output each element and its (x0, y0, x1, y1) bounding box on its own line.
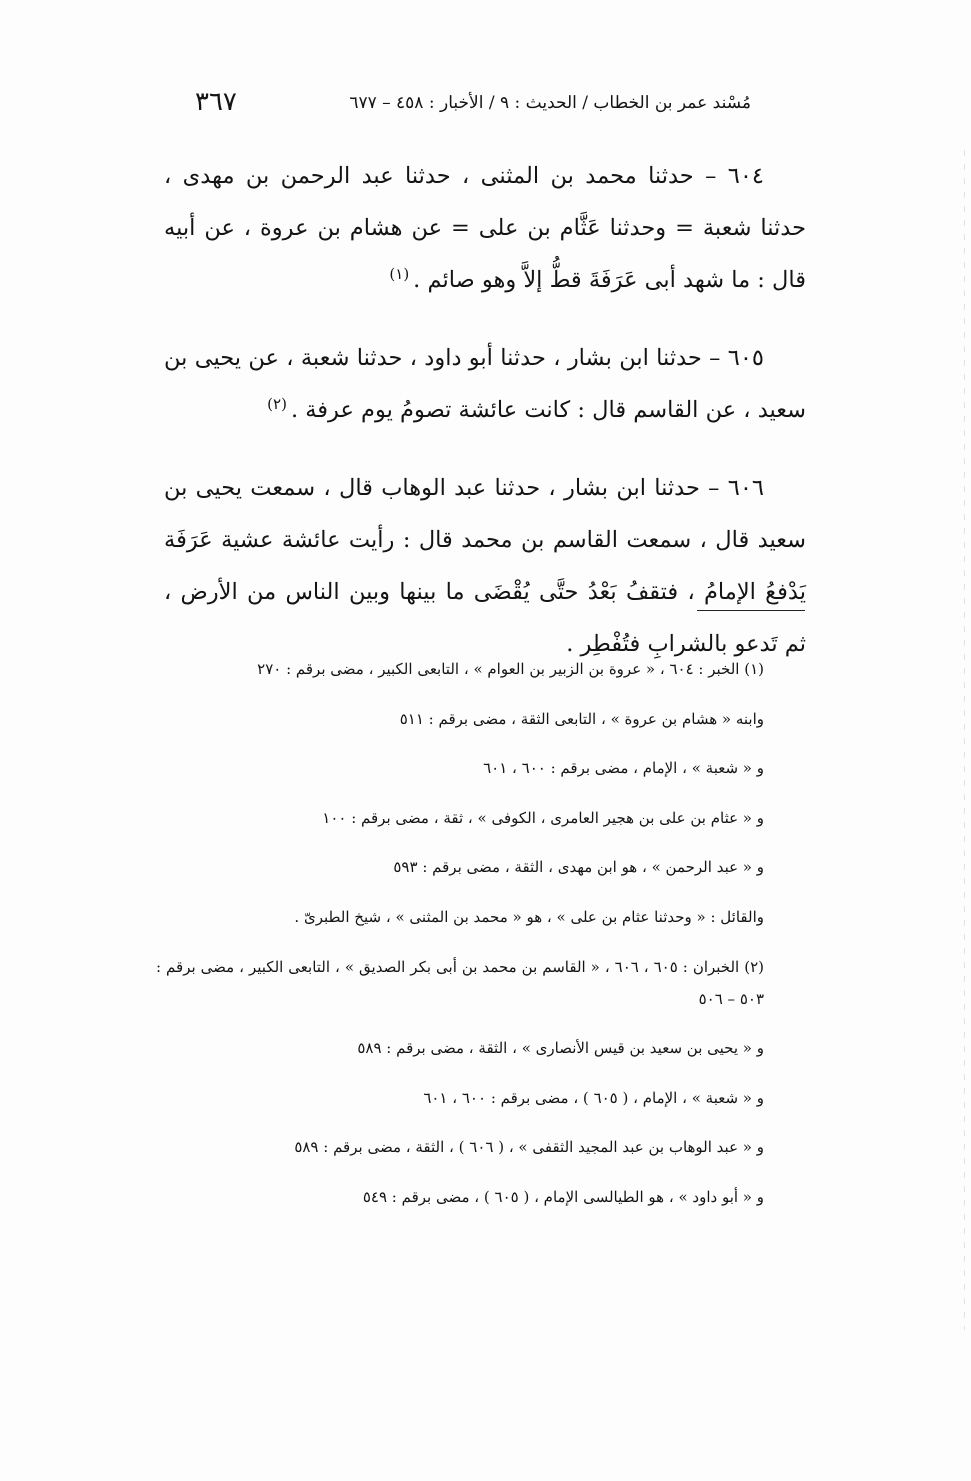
page-header (195, 84, 751, 120)
footnote-reference: (١) (389, 264, 410, 283)
footnote-line: (٢) الخبران : ٦٠٥ ، ٦٠٦ ، « القاسم بن محمد بن أبى بكر الصديق » ، التابعى الكبير ، مضى برقم : ٥٠٣ – ٥٠٦ (156, 958, 764, 1008)
footnote-line: (١) الخبر : ٦٠٤ ، « عروة بن الزبير بن العوام » ، التابعى الكبير ، مضى برقم : ٢٧٠ (257, 660, 764, 678)
hadith-604 (164, 150, 806, 306)
footnote-line: و « أبو داود » ، هو الطيالسى الإمام ، ( ٦٠٥ ) ، مضى برقم : ٥٤٩ (362, 1187, 764, 1206)
hadith-605 (164, 332, 806, 436)
running-title: مُسْند عمر بن الخطاب / الحديث : ٩ / الأخبار : ٤٥٨ – ٦٧٧ (349, 93, 751, 113)
footnote-line: و « شعبة » ، الإمام ، ( ٦٠٥ ) ، مضى برقم : ٦٠٠ ، ٦٠١ (423, 1088, 764, 1107)
footnote-line: و « شعبة » ، الإمام ، مضى برقم : ٦٠٠ ، ٦٠١ (483, 759, 764, 777)
footnote-line: وابنه « هشام بن عروة » ، التابعى الثقة ، مضى برقم : ٥١١ (399, 709, 764, 728)
footnote-line: و « عثام بن على بن هجير العامرى ، الكوفى » ، ثقة ، مضى برقم : ١٠٠ (322, 808, 764, 827)
hadith-text: ٦٠٦ – حدثنا ابن بشار ، حدثنا عبد الوهاب قال ، سمعت يحيى بن سعيد قال ، سمعت القاسم بن محمد قال : رأيت عائشة عشية عَرَفَة يَدْفعُ الإمامُ ، فتقفُ بَعْدُ حتَّى يُقْضَى ما بينها وبين الناس من الأرض ، ثم تَدعو بالشرابِ فتُفْطِر . (164, 475, 806, 657)
footnote-line: و « يحيى بن سعيد بن قيس الأنصارى » ، الثقة ، مضى برقم : ٥٨٩ (357, 1039, 764, 1057)
page-number: ٣٦٧ (195, 87, 237, 117)
main-text (164, 150, 806, 696)
scan-edge-artifact (964, 150, 965, 1330)
footnote-line: و « عبد الوهاب بن عبد المجيد الثقفى » ، ( ٦٠٦ ) ، الثقة ، مضى برقم : ٥٨٩ (294, 1138, 764, 1156)
hadith-text: ٦٠٥ – حدثنا ابن بشار ، حدثنا أبو داود ، حدثنا شعبة ، عن يحيى بن سعيد ، عن القاسم قال : كانت عائشة تصومُ يوم عرفة . (164, 345, 806, 423)
hadith-text: ٦٠٤ – حدثنا محمد بن المثنى ، حدثنا عبد الرحمن بن مهدى ، حدثنا شعبة = وحدثنا عَثَّام بن على = عن هشام بن عروة ، عن أبيه قال : ما شهد أبى عَرَفَةَ قطُّ إلاَّ وهو صائم . (164, 163, 806, 293)
footnote-reference: (٢) (267, 394, 287, 413)
footnote-line: و « عبد الرحمن » ، هو ابن مهدى ، الثقة ، مضى برقم : ٥٩٣ (393, 858, 764, 876)
footnotes (156, 645, 764, 1222)
footnote-line: والقائل : « وحدثنا عثام بن على » ، هو « محمد بن المثنى » ، شيخ الطبرىّ . (294, 907, 764, 926)
hadith-606 (164, 462, 806, 670)
footnote-divider (697, 610, 805, 611)
